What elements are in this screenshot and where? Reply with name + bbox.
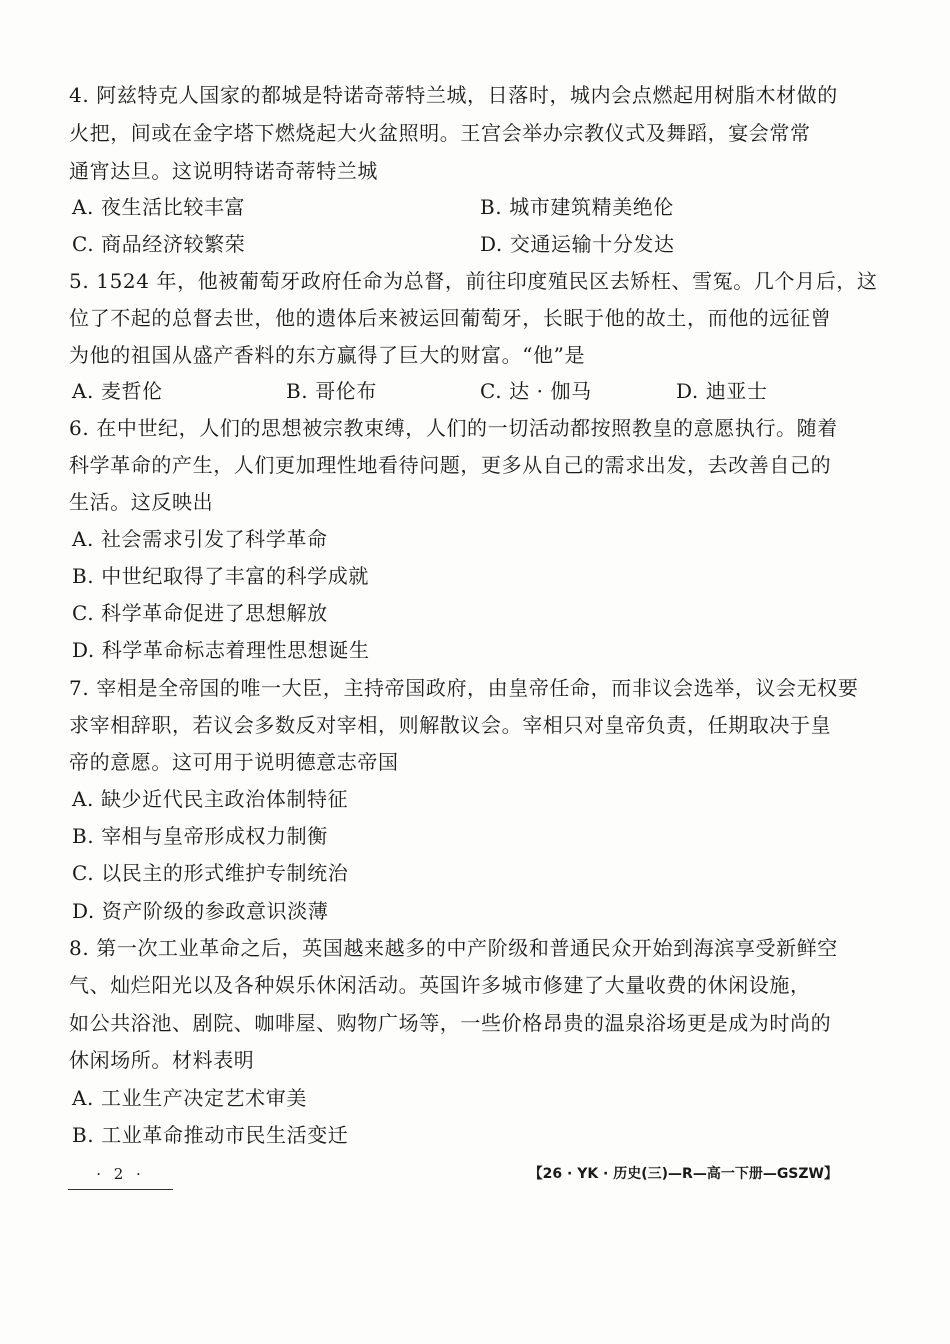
question-7-option-b: B. 宰相与皇帝形成权力制衡: [72, 824, 328, 848]
question-4-option-c: C. 商品经济较繁荣: [72, 232, 246, 256]
question-6-option-b: B. 中世纪取得了丰富的科学成就: [72, 564, 370, 588]
question-5-option-c: C. 达 · 伽马: [480, 379, 592, 403]
question-4-line-1: 4. 阿兹特克人国家的都城是特诺奇蒂特兰城，日落时，城内会点燃起用树脂木材做的: [69, 83, 838, 107]
question-4-line-2: 火把，间或在金字塔下燃烧起大火盆照明。王宫会举办宗教仪式及舞蹈，宴会常常: [69, 121, 811, 145]
question-6-option-c: C. 科学革命促进了思想解放: [72, 601, 328, 625]
question-8-line-4: 休闲场所。材料表明: [69, 1048, 255, 1072]
question-7-option-c: C. 以民主的形式维护专制统治: [72, 861, 349, 885]
question-5-line-1: 5. 1524 年，他被葡萄牙政府任命为总督，前往印度殖民区去矫枉、雪冤。几个月后，这: [69, 269, 878, 293]
question-4-option-d: D. 交通运输十分发达: [480, 232, 675, 256]
question-7-option-d: D. 资产阶级的参政意识淡薄: [72, 899, 329, 923]
page-number: · 2 ·: [68, 1163, 173, 1190]
question-5-option-a: A. 麦哲伦: [72, 379, 163, 403]
question-7-line-3: 帝的意愿。这可用于说明德意志帝国: [69, 750, 399, 774]
question-8-line-1: 8. 第一次工业革命之后，英国越来越多的中产阶级和普通民众开始到海滨享受新鲜空: [69, 936, 838, 960]
question-8-line-3: 如公共浴池、剧院、咖啡屋、购物广场等，一些价格昂贵的温泉浴场更是成为时尚的: [69, 1011, 832, 1035]
question-7-line-1: 7. 宰相是全帝国的唯一大臣，主持帝国政府，由皇帝任命，而非议会选举，议会无权要: [69, 676, 859, 700]
question-5-option-d: D. 迪亚士: [676, 379, 768, 403]
question-6-option-a: A. 社会需求引发了科学革命: [72, 527, 328, 551]
question-6-line-1: 6. 在中世纪，人们的思想被宗教束缚，人们的一切活动都按照教皇的意愿执行。随着: [69, 416, 838, 440]
exam-code: 【26 · YK · 历史(三)—R—高一下册—GSZW】: [528, 1166, 838, 1182]
question-7-option-a: A. 缺少近代民主政治体制特征: [72, 787, 349, 811]
question-8-option-b: B. 工业革命推动市民生活变迁: [72, 1123, 349, 1147]
question-5-line-3: 为他的祖国从盛产香料的东方赢得了巨大的财富。“他”是: [69, 343, 586, 367]
question-4-option-a: A. 夜生活比较丰富: [72, 195, 246, 219]
question-8-line-2: 气、灿烂阳光以及各种娱乐休闲活动。英国许多城市修建了大量收费的休闲设施，: [69, 973, 811, 997]
question-6-option-d: D. 科学革命标志着理性思想诞生: [72, 638, 370, 662]
question-4-line-3: 通宵达旦。这说明特诺奇蒂特兰城: [69, 159, 378, 183]
question-6-line-3: 生活。这反映出: [69, 490, 214, 514]
question-4-option-b: B. 城市建筑精美绝伦: [480, 195, 675, 219]
question-8-option-a: A. 工业生产决定艺术审美: [72, 1086, 307, 1110]
question-5-option-b: B. 哥伦布: [286, 379, 378, 403]
question-5-line-2: 位了不起的总督去世，他的遗体后来被运回葡萄牙，长眠于他的故土，而他的远征曾: [69, 306, 832, 330]
question-6-line-2: 科学革命的产生，人们更加理性地看待问题，更多从自己的需求出发，去改善自己的: [69, 453, 832, 477]
question-7-line-2: 求宰相辞职，若议会多数反对宰相，则解散议会。宰相只对皇帝负责，任期取决于皇: [69, 713, 832, 737]
